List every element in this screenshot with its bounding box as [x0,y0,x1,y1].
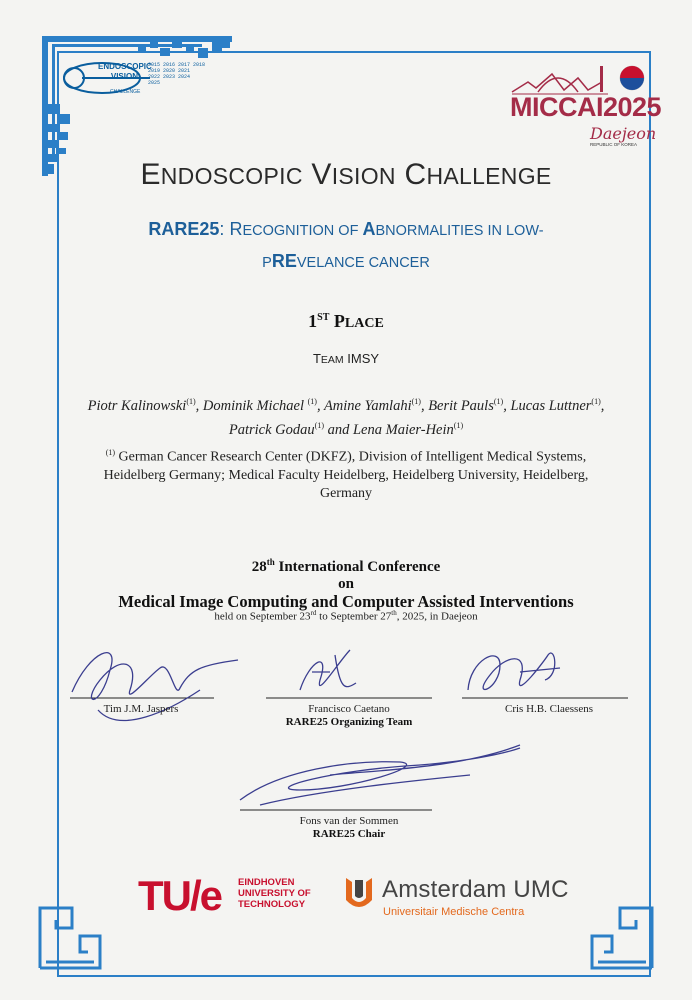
amsterdam-umc-logo: Amsterdam UMC [382,876,569,903]
tue-logo-text: EINDHOVEN UNIVERSITY OF TECHNOLOGY [238,877,311,910]
signature-van-der-sommen [240,745,520,805]
conference-on: on [338,576,354,592]
miccai-title: MICCAI2025 [510,92,662,122]
tue-logo: TU/e [138,872,222,919]
signature-claessens [468,653,560,690]
logo-text-vision: VISION [110,72,138,81]
conference-name: Medical Image Computing and Computer Assisted Interventions [118,592,574,611]
award-place: 1ST PLACE [308,311,384,331]
team-name: TEAM IMSY [312,351,380,366]
signatory-name-caetano: Francisco Caetano [308,703,390,715]
signatory-name-claessens: Cris H.B. Claessens [505,703,593,715]
republic-of-korea: REPUBLIC OF KOREA [590,142,638,147]
svg-text:2022 2023 2024: 2022 2023 2024 [148,74,191,80]
amsterdam-umc-subtitle: Universitair Medische Centra [383,906,525,918]
conference-dates: held on September 23rd to September 27th, 2025, in Daejeon [214,609,478,623]
certificate-title: ENDOSCOPIC VISION CHALLENGE [140,158,552,191]
amsterdam-umc-emblem [342,872,376,916]
signature-caetano [300,650,356,690]
conference-edition: 28th International Conference [251,557,441,575]
challenge-subtitle: RARE25: RECOGNITION OF ABNORMALITIES IN LOW- PREVELANCE CANCER [148,219,544,271]
signatory-role-van-der-sommen: RARE25 Chair [312,828,386,840]
logo-text-challenge: CHALLENGE [110,89,141,95]
author-list: Piotr Kalinowski$^{(1)}$, Dominik Michael $^{(1)}$, Amine Yamlahi$^{(1)}$, Berit Pauls$^{(1)}$, Lucas Luttner$^{(1)}$, Patrick Godau$^{(1)}$ and Lena Maier-Hein$^{(1)}$ [87,397,605,438]
affiliation: $^{(1)}$ German Cancer Research Center (DKFZ), Division of Intelligent Medical Systems, Heidelberg Germany; Medical Faculty Heidelberg, Heidelberg University, Heidelberg, Germany [103,448,589,501]
signatory-name-van-der-sommen: Fons van der Sommen [299,815,399,827]
svg-text:2015 2016 2017 2018: 2015 2016 2017 2018 [148,62,206,68]
signatory-name-jaspers: Tim J.M. Jaspers [103,703,179,715]
svg-text:2025: 2025 [148,80,161,86]
svg-text:2019 2020 2021: 2019 2020 2021 [148,68,191,74]
logo-text-endoscopic: ENDOSCOPIC [98,62,152,71]
daejeon-script: Daejeon [590,124,657,143]
signatory-role-caetano: RARE25 Organizing Team [285,716,413,728]
